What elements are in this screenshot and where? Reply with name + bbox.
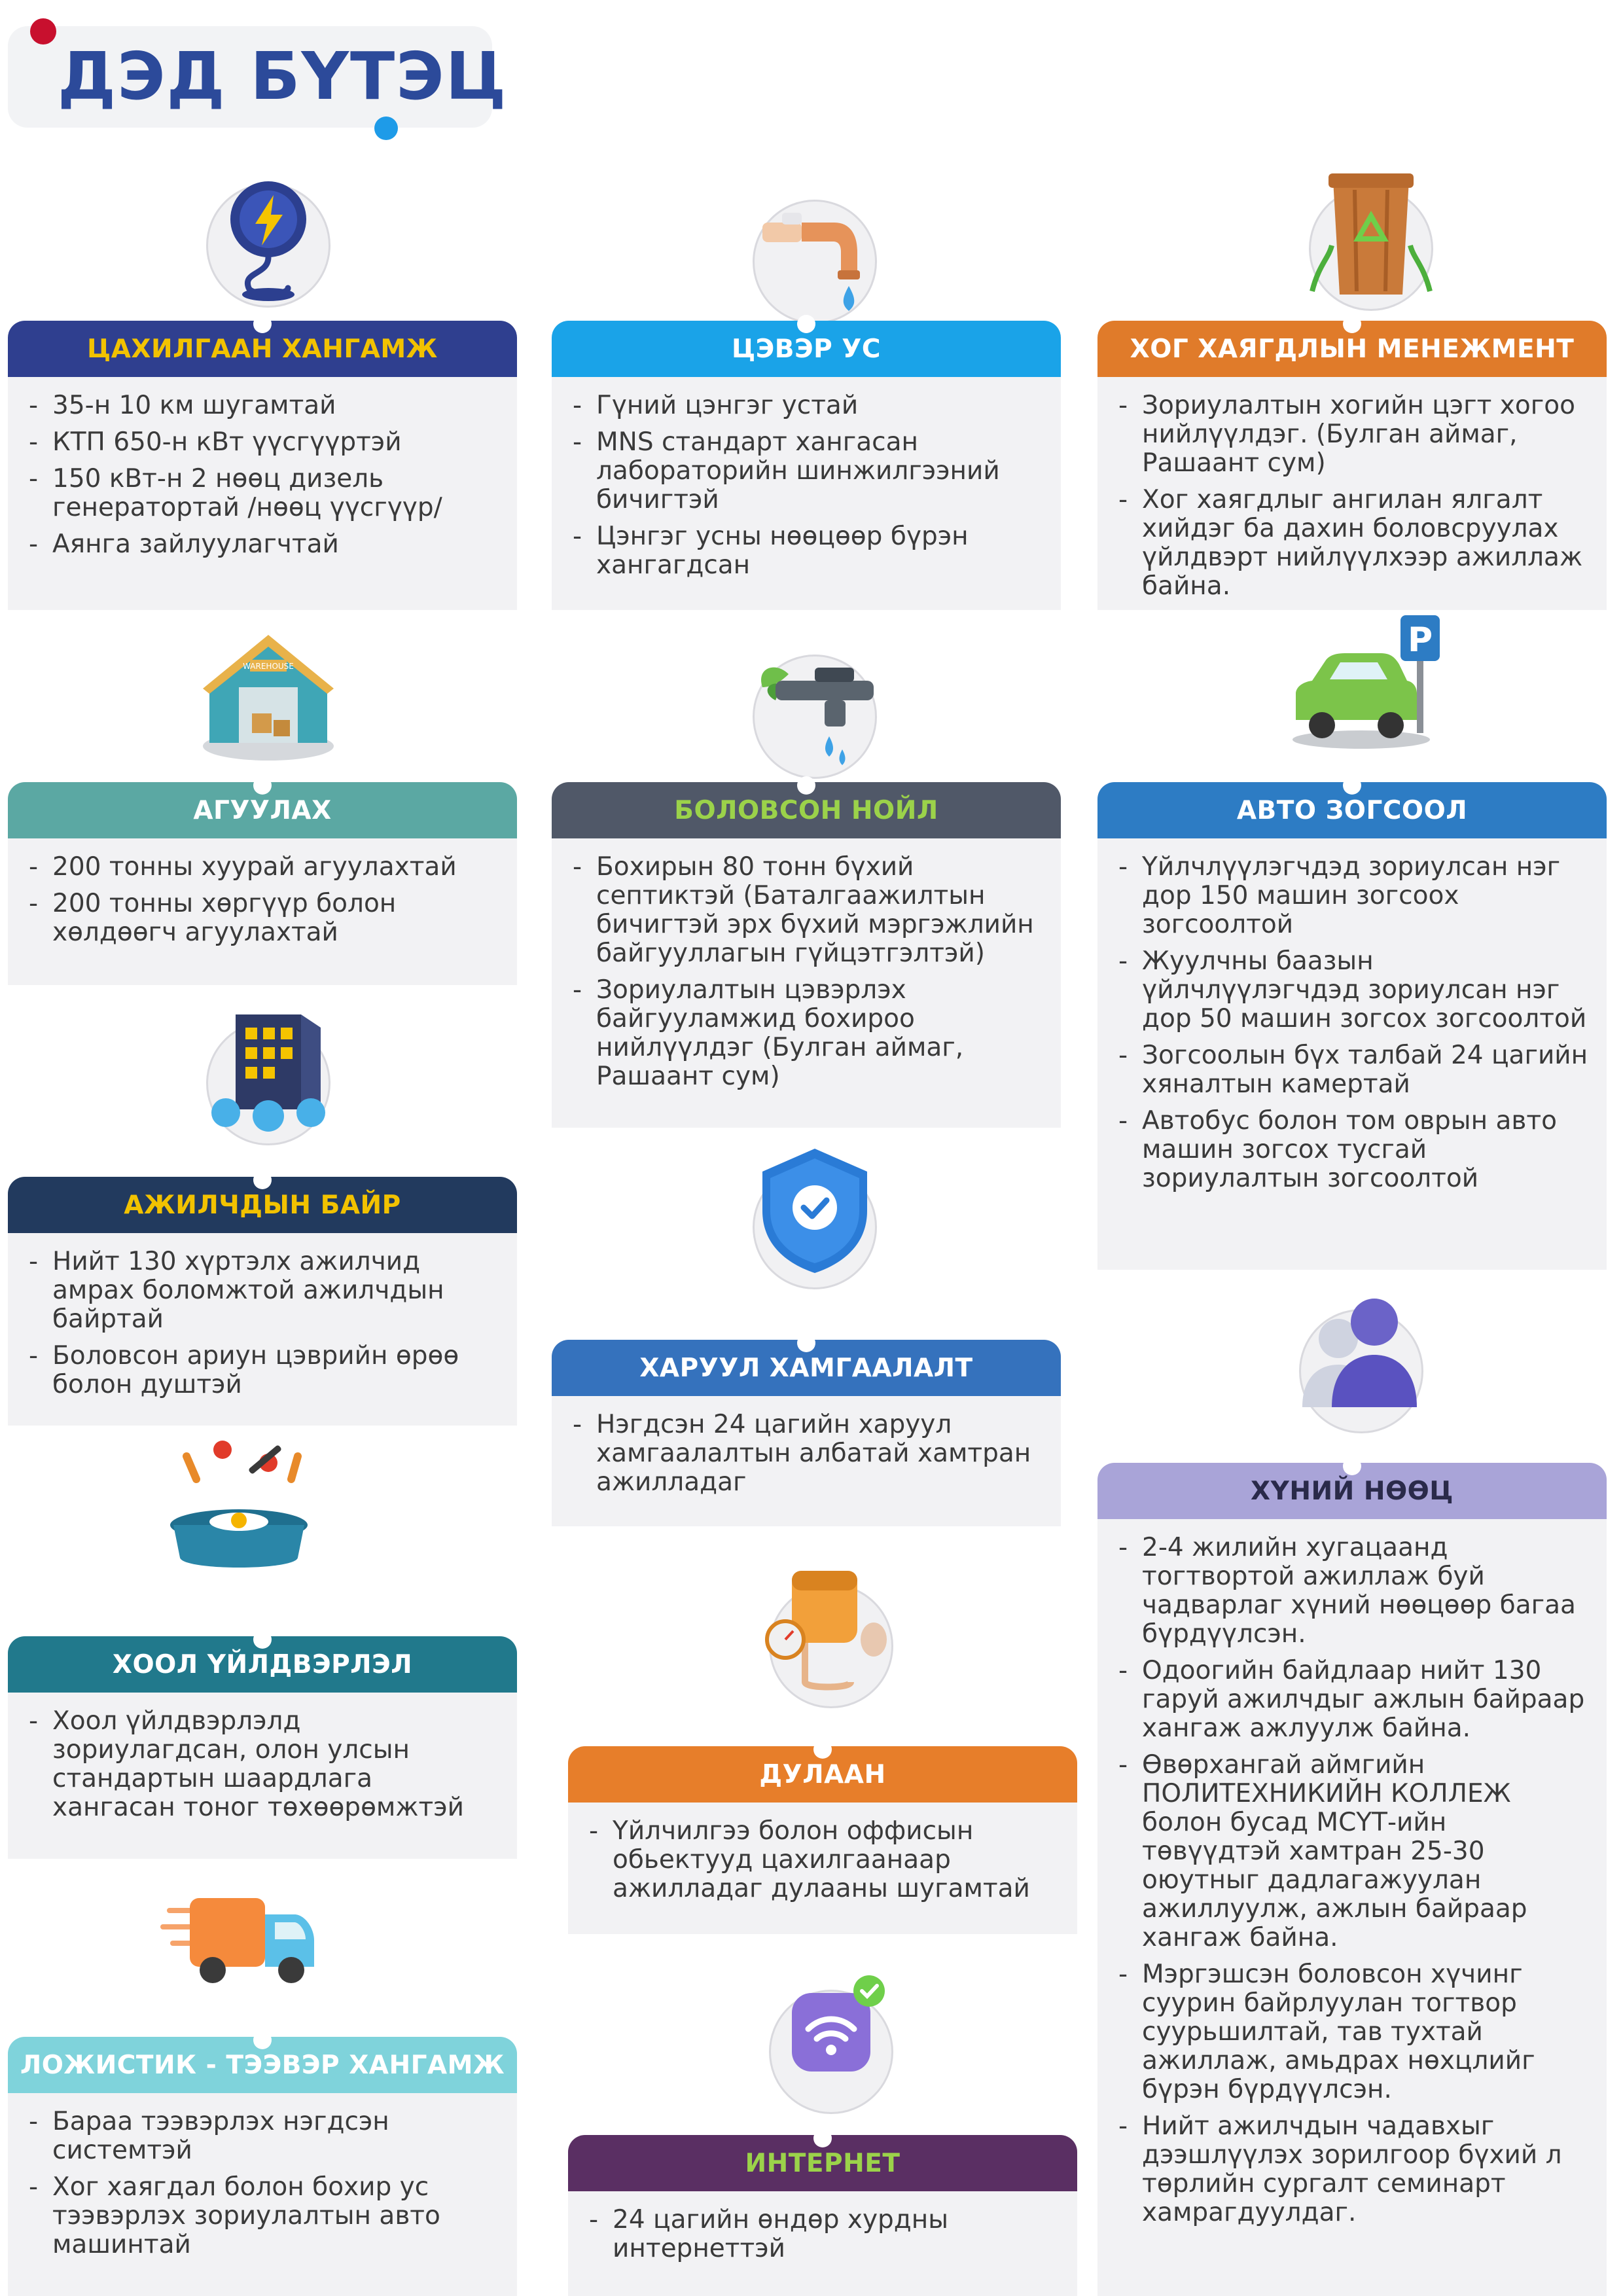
card-food [8,1636,517,1859]
cooking-pot-icon [160,1430,304,1574]
boiler-gauge-icon [753,1558,897,1702]
card-heating [568,1746,1077,1934]
card-header: ДУЛААН [759,1759,886,1789]
card-staff-housing [8,1177,517,1426]
card-warehouse [8,782,517,985]
card-logistics [8,2037,517,2296]
card-header: ЛОЖИСТИК - ТЭЭВЭР ХАНГАМЖ [20,2050,505,2080]
card-header: ХОГ ХАЯГДЛЫН МЕНЕЖМЕНТ [1130,334,1575,364]
list-item: - Хог хаягдал болон бохир ус тээвэрлэх зориулалтын авто машинтай [29,2173,501,2259]
list-item: - Зориулалтын цэвэрлэх байгууламжид бохироо нийлүүлдэг (Булган аймаг, Рашаант сум) [573,976,1045,1091]
red-dot-decoration [30,18,56,45]
list-item: - 200 тонны хуурай агуулахтай [29,853,501,882]
list-item: - Бараа тээвэрлэх нэгдсэн системтэй [29,2108,501,2165]
people-icon [1283,1283,1427,1427]
blue-dot-decoration [374,117,398,140]
card-header: АЖИЛЧДЫН БАЙР [124,1190,401,1220]
list-item: - Цэнгэг усны нөөцөөр бүрэн хангагдсан [573,522,1045,580]
list-item: - Хог хаягдлыг ангилан ялгалт хийдэг ба дахин боловсруулах үйлдвэрт нийлүүлхээр ажиллаж байна. [1118,486,1591,601]
car-parking-icon [1283,609,1433,753]
card-header: АВТО ЗОГСООЛ [1236,795,1468,825]
list-item: - Гүний цэнгэг устай [573,391,1045,420]
parking-sign-letter: P [1407,620,1433,660]
card-internet [568,2135,1077,2296]
list-item: - 35-н 10 км шугамтай [29,391,501,420]
list-item: - Зогсоолын бүх талбай 24 цагийн хяналтын камертай [1118,1041,1591,1099]
list-item: - Хоол үйлдвэрлэлд зориулагдсан, олон улсын стандартын шаардлага хангасан тоног төхөөрөмжтэй [29,1707,501,1822]
delivery-truck-icon [160,1862,304,2006]
list-item: - Аянга зайлуулагчтай [29,530,501,559]
card-security [552,1340,1061,1526]
shield-check-icon [736,1139,880,1283]
list-item: - 200 тонны хөргүүр болон хөлдөөгч агуулахтай [29,889,501,947]
list-item: - Өвөрхангай аймгийн ПОЛИТЕХНИКИЙН КОЛЛЕЖ болон бусад МСҮТ-ийн төвүүдтэй хамтран 25-30 оюутныг дадлагажуулан ажиллуулж, ажлын байраар хангаж байна. [1118,1751,1591,1952]
recycle-bin-icon [1293,160,1436,304]
list-item: - Нийт ажилчдын чадавхыг дээшлүүлэх зорилгоор бүхий л төрлийн сургалт семинарт хамрагдуулдаг. [1118,2112,1591,2227]
list-item: - Одоогийн байдлаар нийт 130 гаруй ажилчдыг ажлын байраар хангаж ажлуулж байна. [1118,1657,1591,1743]
card-header: АГУУЛАХ [193,795,332,825]
card-water [552,321,1061,610]
list-item: - Нийт 130 хүртэлх ажилчид амрах боломжтой ажилчдын байртай [29,1247,501,1334]
list-item: - 24 цагийн өндөр хурдны интернеттэй [589,2206,1061,2263]
office-building-icon [190,995,334,1139]
card-hr [1097,1463,1607,2296]
list-item: - КТП 650-н кВт үүсгүүртэй [29,428,501,457]
card-sewage [552,782,1061,1128]
list-item: - 2-4 жилийн хугацаанд тогтвортой ажиллаж буй чадварлаг хүний нөөцөөр багаа бүрдүүлсэн. [1118,1534,1591,1649]
card-waste [1097,321,1607,610]
list-item: - Үйлчлүүлэгчдэд зориулсан нэг дор 150 машин зогсоох зогсоолтой [1118,853,1591,939]
water-tap-icon [736,173,880,317]
card-header: ХҮНИЙ НӨӨЦ [1251,1476,1454,1506]
card-header: ЦЭВЭР УС [731,334,881,364]
list-item: - Үйлчилгээ болон оффисын обьектууд цахилгаанаар ажилладаг дулааны шугамтай [589,1817,1061,1903]
list-item: - MNS стандарт хангасан лабораторийн шинжилгээний бичигтэй [573,428,1045,514]
card-electricity [8,321,517,610]
list-item: - Нэгдсэн 24 цагийн харуул хамгаалалтын албатай хамтран ажилладаг [573,1410,1045,1497]
warehouse-icon [190,615,334,759]
lightning-plug-icon [190,157,334,301]
list-item: - Мэргэшсэн боловсон хүчинг суурин байрлуулан тогтвор суурьшилтай, тав тухтай ажиллаж, амьдрах нөхцлийг бүрэн бүрдүүлсэн. [1118,1960,1591,2104]
card-header: БОЛОВСОН НОЙЛ [674,795,938,825]
list-item: - 150 кВт-н 2 нөөц дизель генератортай /нөөц үүсгүүр/ [29,465,501,522]
card-header: ХООЛ ҮЙЛДВЭРЛЭЛ [112,1649,413,1679]
card-header: ЦАХИЛГААН ХАНГАМЖ [87,334,438,364]
list-item: - Бохирын 80 тонн бүхий септиктэй (Баталгаажилтын бичигтэй эрх бүхий мэргэжлийн байгууллагын гүйцэтгэлтэй) [573,853,1045,968]
wifi-router-icon [753,1964,897,2108]
card-parking [1097,782,1607,1270]
list-item: - Боловсон ариун цэврийн өрөө болон душтэй [29,1342,501,1399]
card-header: ХАРУУЛ ХАМГААЛАЛТ [639,1353,973,1383]
page-title: ДЭД БҮТЭЦ [58,38,508,115]
list-item: - Зориулалтын хогийн цэгт хогоо нийлүүлдэг. (Булган аймаг, Рашаант сум) [1118,391,1591,478]
list-item: - Автобус болон том оврын авто машин зогсох тусгай зориулалтын зогсоолтой [1118,1107,1591,1193]
warehouse-sign-text: WAREHOUSE [243,662,294,671]
eco-pipe-icon [736,628,880,772]
list-item: - Жуулчны баазын үйлчлүүлэгчдэд зориулсан нэг дор 50 машин зогсох зогсоолтой [1118,947,1591,1033]
card-header: ИНТЕРНЕТ [745,2148,901,2178]
